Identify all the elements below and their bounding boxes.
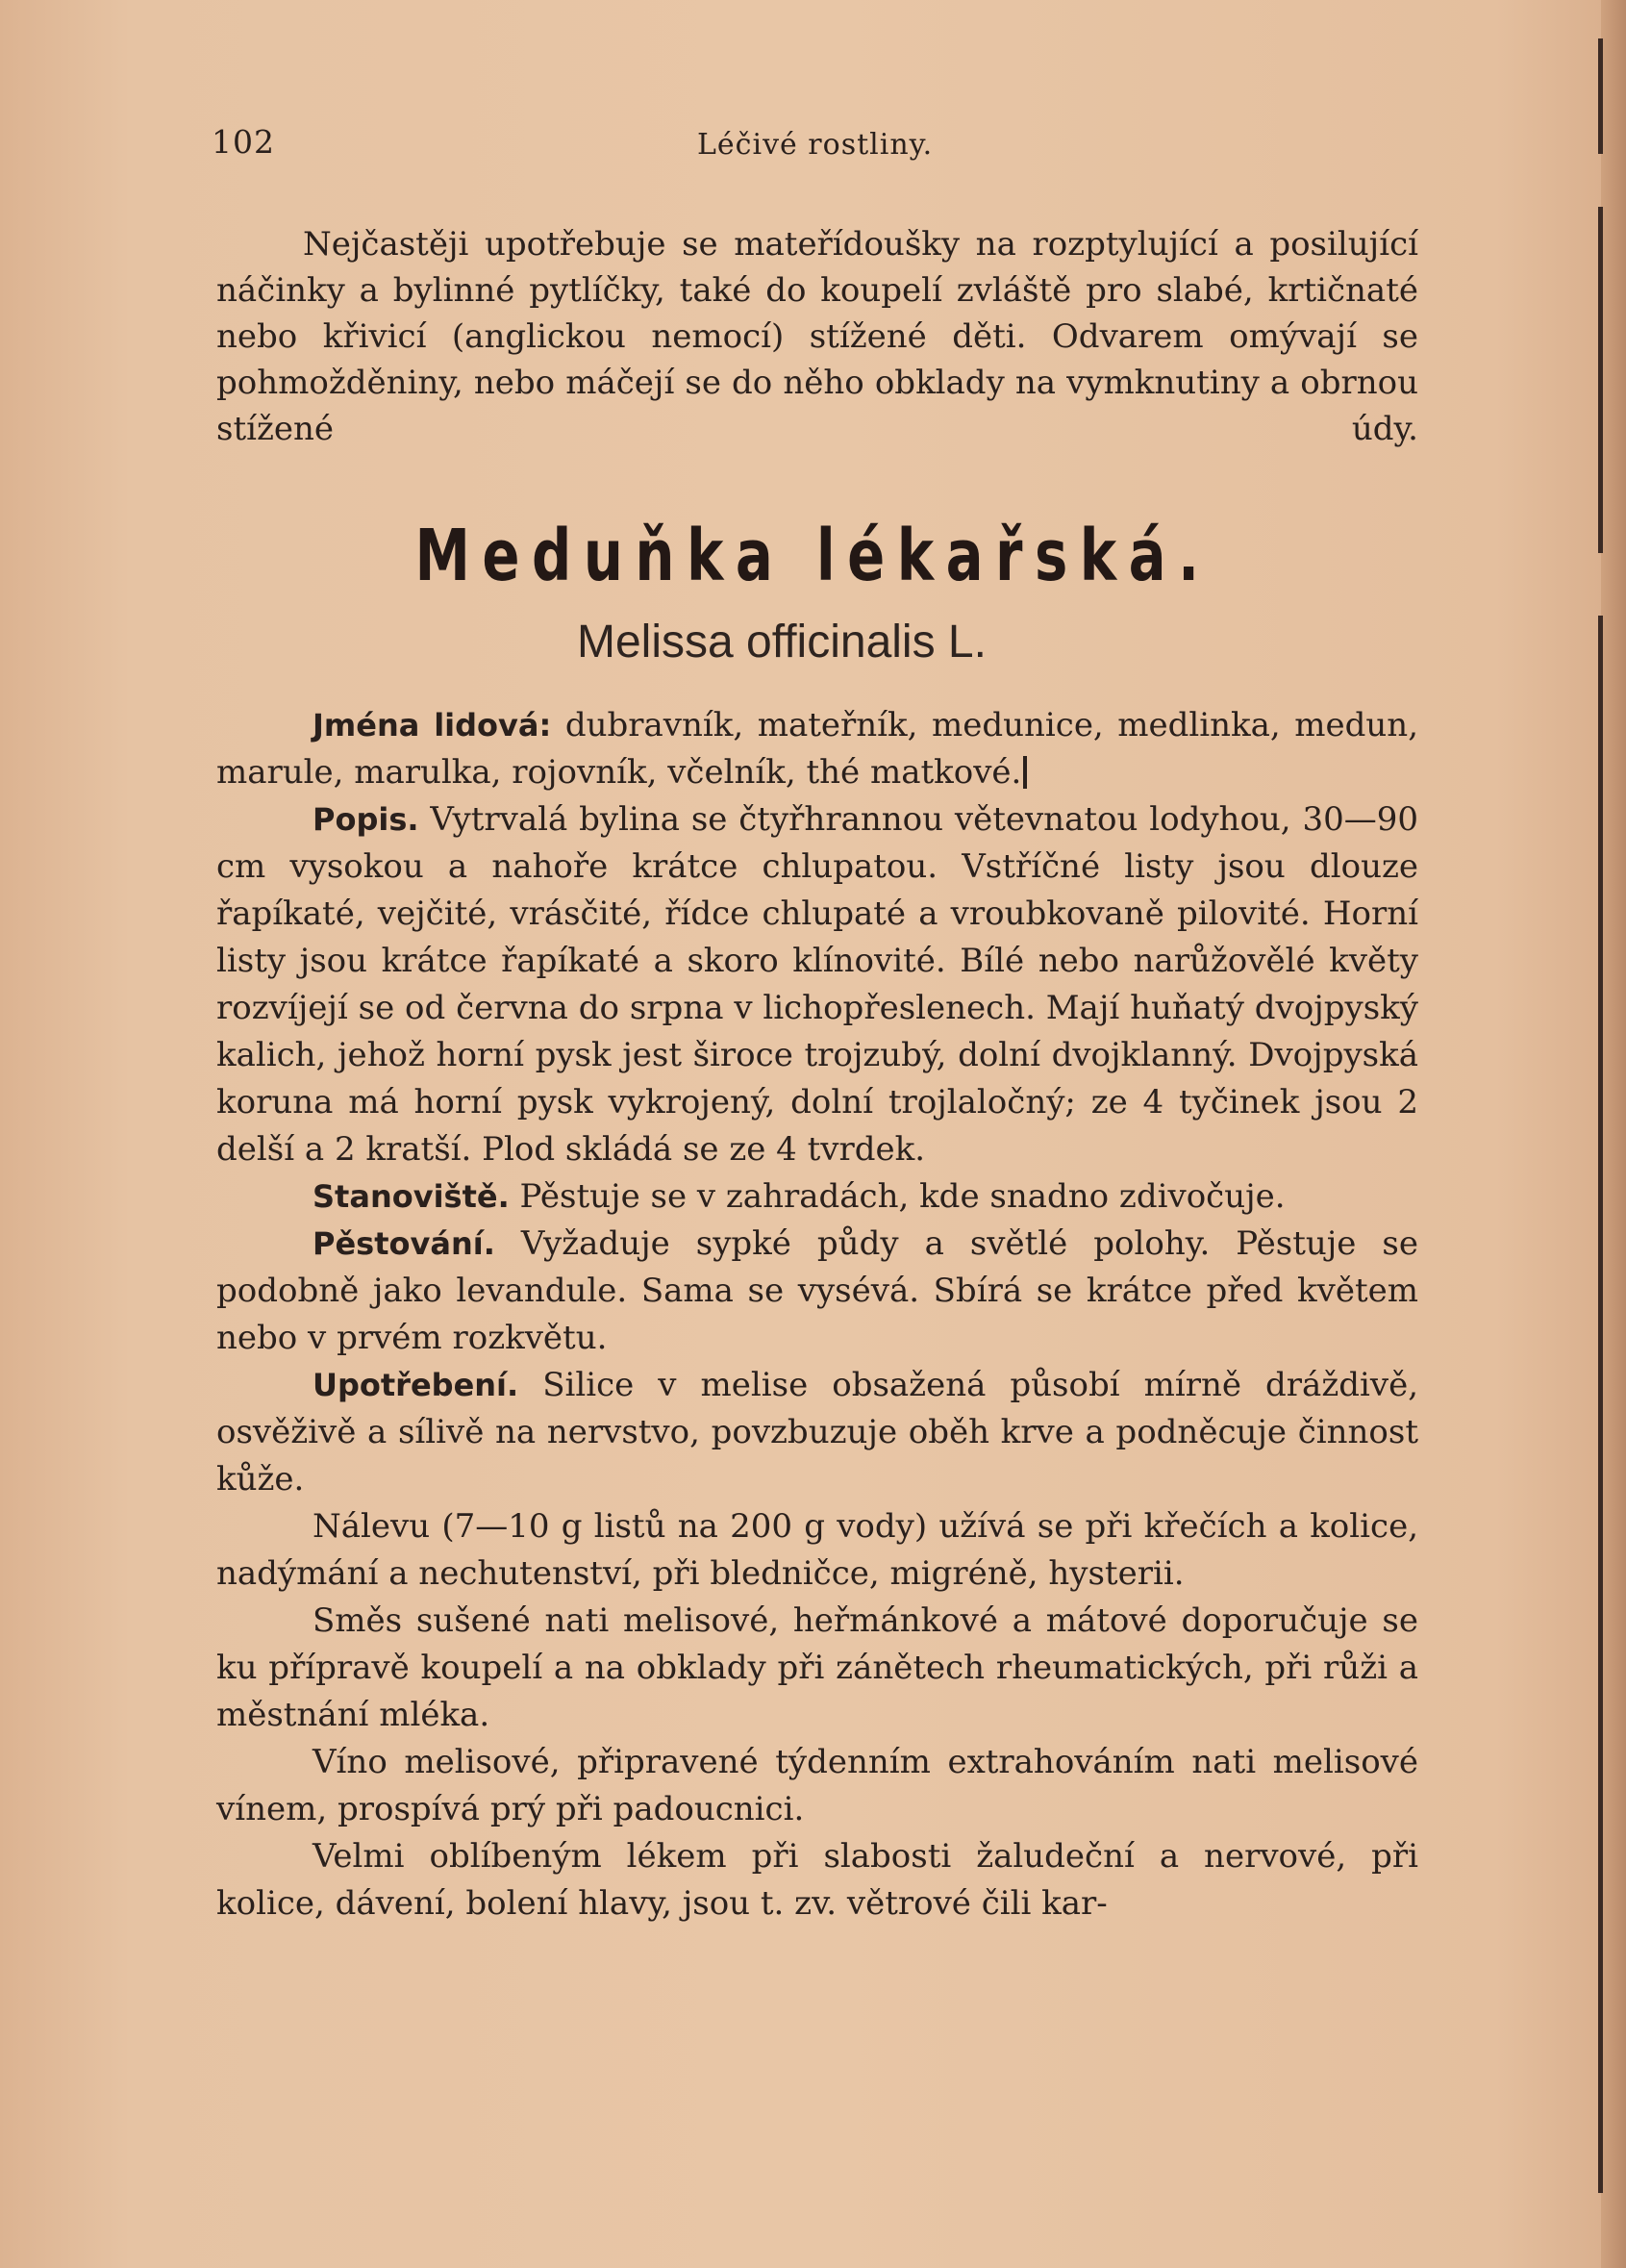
- intro-paragraph: Nejčastěji upotřebuje se mateřídoušky na rozptylující a posilující náčinky a bylinné pytlíčky, také do koupelí zvláště pro slabé, krtičnaté nebo křivicí (anglickou nemocí) stížené děti. Odvarem omývají se pohmožděniny, nebo máčejí se do něho obklady na vymknutiny a obrnou stížené údy.: [216, 225, 1418, 448]
- usage-text: Silice v melise obsažená působí mírně dráždivě, osvěživě a sílivě na nervstvo, povzbuzuje oběh krve a podněcuje činnost kůže.: [216, 1366, 1419, 1499]
- description-text: Vytrvalá bylina se čtyřhrannou větevnatou lodyhou, 30—90 cm vysokou a nahoře krátce chlupatou. Vstříčné listy jsou dlouze řapíkaté, vejčité, vrásčité, řídce chlupaté a vroubkovaně pilovité. Horní listy jsou krátce řapíkaté a skoro klínovité. Bílé nebo narůžovělé květy rozvíjejí se od června do srpna v lichopřeslenech. Mají huňatý dvojpyský kalich, jehož horní pysk jest široce trojzubý, dolní dvojklanný. Dvojpyská koruna má horní pysk vykrojený, dolní trojlaločný; ze 4 tyčinek jsou 2 delší a 2 kratší. Plod skládá se ze 4 tvrdek.: [216, 800, 1418, 1169]
- names-text: dubravník, mateřník, medunice, medlinka, medun, marule, marulka, rojovník, včelník, thé matkové.: [216, 706, 1419, 792]
- paragraph-bath-mix: Směs sušené nati melisové, heřmánkové a mátové doporučuje se ku přípravě koupelí a na obklady při zánětech rheumatických, při růži a městnání mléka.: [216, 1601, 1418, 1734]
- cultivation-label: Pěstování.: [313, 1225, 495, 1262]
- description-label: Popis.: [313, 801, 419, 838]
- plant-title: Meduňka lékařská.: [414, 515, 1212, 597]
- names-label: Jména lidová:: [313, 707, 552, 743]
- description-paragraph: [216, 796, 1418, 1173]
- latin-name: Melissa officinalis L.: [577, 617, 987, 668]
- article-body: [216, 702, 1418, 1928]
- page-number: 102: [212, 123, 275, 161]
- usage-paragraph: [216, 1362, 1418, 1503]
- habitat-text: Pěstuje se v zahradách, kde snadno zdivočuje.: [519, 1177, 1286, 1216]
- paragraph-wine: Víno melisové, připravené týdenním extrahováním nati melisové vínem, prospívá prý při padoucnici.: [216, 1743, 1418, 1828]
- running-title: Léčivé rostliny.: [697, 128, 934, 162]
- habitat-label: Stanoviště.: [313, 1178, 510, 1215]
- margin-mark: [1023, 756, 1027, 789]
- binding-line: [1598, 207, 1603, 553]
- paragraph-remedy: Velmi oblíbeným lékem při slabosti žaludeční a nervové, při kolice, dávení, bolení hlavy, jsou t. zv. větrové čili kar-: [216, 1837, 1418, 1923]
- usage-label: Upotřebení.: [313, 1367, 519, 1403]
- names-paragraph: [216, 702, 1418, 796]
- binding-line: [1598, 38, 1603, 154]
- page-edge: [1601, 0, 1626, 2268]
- habitat-paragraph: [216, 1173, 1418, 1221]
- binding-line: [1598, 616, 1603, 2193]
- paragraph-infusion: Nálevu (7—10 g listů na 200 g vody) užívá se při křečích a kolice, nadýmání a nechutenství, při bledničce, migréně, hysterii.: [216, 1507, 1418, 1593]
- page-header: [212, 123, 1413, 181]
- cultivation-text: Vyžaduje sypké půdy a světlé polohy. Pěstuje se podobně jako levandule. Sama se vysévá. Sbírá se krátce před květem nebo v prvém rozkvětu.: [216, 1224, 1418, 1357]
- cultivation-paragraph: [216, 1221, 1418, 1362]
